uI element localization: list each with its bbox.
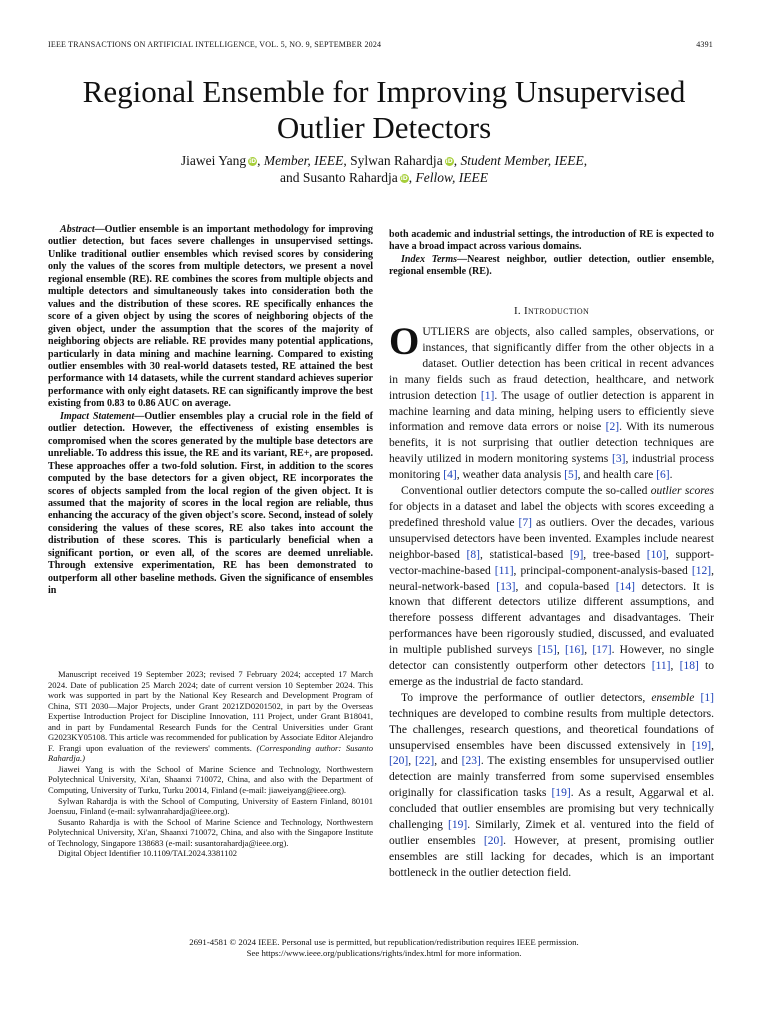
- manuscript-info: Manuscript received 19 September 2023; revised 7 February 2024; accepted 17 March 2024. Date of publication 25 March 2024; date of current version 10 September 2024. This work was supported in part by the National Key Research and Development Program of China, STI 2030—Major Projects, under Grant 2021ZD0201502, in part by the Overseas Expertise Introduction Project for Discipline Innovation, 111 Project, under Grant B18041, and in part by Fundamental Research Funds for the Central Universities under Grant G2023KY05108. This article was recommended for publication by Associate Editor Alejandro F. Frangi upon evaluation of the reviewers' comments. (Corresponding author: Susanto Rahardja.): [48, 669, 373, 764]
- author-conjunction: and: [280, 170, 300, 185]
- author-list: [40, 152, 728, 186]
- citation-link[interactable]: [14]: [615, 580, 635, 593]
- index-terms-text: —Nearest neighbor, outlier detection, outlier ensemble, regional ensemble (RE).: [389, 253, 714, 278]
- citation-link[interactable]: [15]: [537, 644, 557, 657]
- orcid-icon[interactable]: iD: [249, 158, 257, 165]
- running-head: [48, 40, 713, 49]
- intro-paragraph-3: To improve the performance of outlier detectors, ensemble [1] techniques are developed to combine results from multiple detectors. The challenges, research questions, and theoretical foundations of unsupervised ensembles have been discussed extensively in [19], [20], [22], and [23]. The existing ensembles for unsupervised outlier detection are mainly transferred from some supervised ensembles originally for classification tasks [19]. As a result, Aggarwal et al. concluded that outlier ensembles are promising but very technically challenging [19]. Similarly, Zimek et al. ventured into the field of outlier ensembles [20]. However, at present, promising outlier ensembles are still lacking for decades, which is an important bottleneck in the outlier detection field.: [389, 691, 715, 879]
- citation-link[interactable]: [2]: [605, 421, 620, 434]
- orcid-icon[interactable]: iD: [445, 158, 453, 165]
- citation-link[interactable]: [16]: [564, 644, 585, 657]
- citation-link[interactable]: [9]: [569, 548, 584, 561]
- citation-link[interactable]: [12]: [691, 564, 712, 577]
- orcid-icon[interactable]: iD: [400, 175, 408, 182]
- citation-link[interactable]: [20]: [483, 835, 504, 847]
- author-1-role: Member, IEEE: [263, 153, 344, 168]
- citation-link[interactable]: [19]: [447, 819, 468, 832]
- affiliation-2: Sylwan Rahardja is with the School of Computing, University of Eastern Finland, 80101 Joensuu, Finland (e-mail: sylwanrahardja@ieee.org).: [48, 795, 373, 817]
- authors-line-1: Jiawei Yang iD, Member, IEEE, Sylwan Rahardja iD, Student Member, IEEE,: [180, 153, 588, 168]
- citation-link[interactable]: [17]: [592, 644, 612, 657]
- citation-link[interactable]: [6]: [656, 469, 670, 482]
- introduction: [389, 320, 715, 882]
- intro-paragraph-2: Conventional outlier detectors compute the so-called outlier scores for objects in a dataset and label the objects with scores exceeding a predefined threshold value [7] as outliers. Over the decades, various unsupervised detectors have been invented. Examples include nearest neighbor-based [8], statistical-based [9], tree-based [10], support-vector-machine-based [11], principal-component-analysis-based [12], neural-network-based [13], and copula-based [14] detectors. It is known that different detectors utilize different assumptions, and therefore possess different advantages and disadvantages. Their performances have been rigorously studied, discussed, and evaluated in multiple published surveys [15], [16], [17]. However, no single detector can consistently outperform other detectors [11], [18] to emerge as the industrial de facto standard.: [389, 485, 715, 688]
- impact-text: —Outlier ensembles play a crucial role in the field of outlier detection. However, the effectiveness of existing ensembles is compromised when the scores generated by the multiple base detectors are unreliable. To address this issue, the RE and its variant, RE+, are proposed. These approaches offer a two-fold solution. First, in addition to the scores computed by the base detectors for a given object, RE incorporates the scores of objects sampled from the local region of the given object. It is assumed that the majority of scores in the local region are reliable, thus enhancing the accuracy of the given object's score. Second, instead of solely considering the values of these scores, RE also takes into account the distribution of these scores. This is particularly beneficial when a significant portion, or even all, of the scores are deemed unreliable. Through extensive experimentation, RE has been demonstrated to outperform all other baseline methods. Given the significance of ensembles in: [48, 410, 373, 597]
- section-numeral: I.: [513, 305, 521, 317]
- author-1-name: Jiawei Yang: [180, 153, 247, 168]
- citation-link[interactable]: [23]: [461, 755, 481, 768]
- corresponding-author: (Corresponding author: Susanto Rahardja.): [48, 742, 373, 764]
- citation-link[interactable]: [7]: [518, 516, 532, 529]
- copyright-line-2[interactable]: See https://www.ieee.org/publications/rights/index.html for more information.: [246, 948, 522, 958]
- citation-link[interactable]: [10]: [646, 548, 667, 561]
- title-line-1: Regional Ensemble for Improving Unsupervised: [82, 74, 686, 109]
- citation-link[interactable]: [4]: [443, 469, 457, 482]
- citation-link[interactable]: [11]: [494, 564, 514, 577]
- page-number: 4391: [696, 40, 713, 49]
- intro-paragraph-1: OUTLIERS are objects, also called samples, observations, or instances, that significantly differ from the other objects in a dataset. Outlier detection has been critical in recent advances in many fields such as fraud detection, healthcare, and network intrusion detection [1]. The usage of outlier detection is apparent in machine learning and data mining, helping users to efficiently sieve information and remove data errors or noise [2]. With its numerous benefits, it is not surprising that outlier detection techniques are heavily utilized in modern monitoring systems [3], industrial process monitoring [4], weather data analysis [5], and health care [6].: [389, 320, 715, 482]
- abstract-label: Abstract: [60, 224, 95, 235]
- citation-link[interactable]: [18]: [679, 660, 699, 673]
- section-title: Introduction: [524, 305, 590, 317]
- index-terms-label: Index Terms: [401, 253, 458, 265]
- citation-link[interactable]: [1]: [700, 691, 714, 704]
- citation-link[interactable]: [22]: [415, 755, 435, 768]
- abstract: [48, 224, 373, 411]
- doi: Digital Object Identifier 10.1109/TAI.2024.3381102: [58, 848, 238, 859]
- copyright-notice: [40, 937, 728, 959]
- impact-label: Impact Statement: [60, 410, 135, 422]
- title-line-2: Outlier Detectors: [276, 110, 492, 145]
- citation-link[interactable]: [3]: [612, 453, 626, 466]
- citation-link[interactable]: [13]: [496, 580, 516, 593]
- abstract-column: [48, 224, 373, 598]
- index-terms: [389, 254, 714, 279]
- paper-title: [40, 74, 728, 146]
- citation-link[interactable]: [19]: [691, 739, 712, 752]
- drop-cap: O: [389, 320, 420, 363]
- citation-link[interactable]: [1]: [480, 389, 495, 402]
- copyright-line-1: 2691-4581 © 2024 IEEE. Personal use is permitted, but republication/redistribution requires IEEE permission.: [189, 937, 579, 947]
- author-3-role: Fellow, IEEE: [415, 170, 488, 185]
- right-column-top: [389, 229, 714, 279]
- impact-continuation: both academic and industrial settings, the introduction of RE is expected to have a broad impact across various domains.: [389, 229, 714, 253]
- citation-link[interactable]: [11]: [651, 660, 671, 673]
- author-2-role: Student Member, IEEE: [460, 153, 584, 168]
- affiliation-3: Susanto Rahardja is with the School of Marine Science and Technology, Northwestern Polytechnical University, Xi'an, Shaanxi 710072, China, and also with the Singapore Institute of Technology, Singapore 138683 (e-mail: susantorahardja@ieee.org).: [48, 816, 373, 848]
- abstract-text: —Outlier ensemble is an important methodology for improving outlier detection, but faces severe challenges in unsupervised settings. Unlike traditional outlier ensembles which revised scores by considering only the values of the scores from multiple detectors, we present a novel regional ensemble (RE). RE combines the scores from multiple objects and multiple detectors and simultaneously takes into consideration both the values and the distribution of these scores. RE specifically enhances the score of a given object by using the scores of neighboring objects of the given object, under the assumption that the scores of the majority of neighboring objects are reliable. RE provides many potential applications, particularly in data mining and machine learning. Compared to existing outlier ensembles with 30 real-world datasets tested, RE attained the best performance with 14 datasets, while the current standard achieves superior performance with only eight datasets. RE can significantly improve the best existing from 0.83 to 0.86 AUC on average.: [48, 224, 373, 410]
- citation-link[interactable]: [20]: [389, 755, 409, 768]
- journal-info: IEEE TRANSACTIONS ON ARTIFICIAL INTELLIGENCE, VOL. 5, NO. 9, SEPTEMBER 2024: [48, 40, 382, 49]
- footnote: [48, 669, 373, 859]
- author-2-name: Sylwan Rahardja: [350, 153, 443, 168]
- impact-statement: [48, 411, 373, 598]
- author-3-name: Susanto Rahardja: [302, 170, 398, 185]
- citation-link[interactable]: [8]: [466, 548, 481, 561]
- authors-line-2: and Susanto Rahardja iD, Fellow, IEEE: [280, 170, 488, 185]
- citation-link[interactable]: [19]: [551, 787, 571, 800]
- citation-link[interactable]: [5]: [564, 469, 578, 482]
- section-heading: [389, 305, 714, 317]
- affiliation-1: Jiawei Yang is with the School of Marine Science and Technology, Northwestern Polytechnical University, Xi'an, Shaanxi 710072, China, and also with the Department of Computing, University of Turku, Turku 20014, Finland (e-mail: jiaweiyang@ieee.org).: [48, 763, 373, 796]
